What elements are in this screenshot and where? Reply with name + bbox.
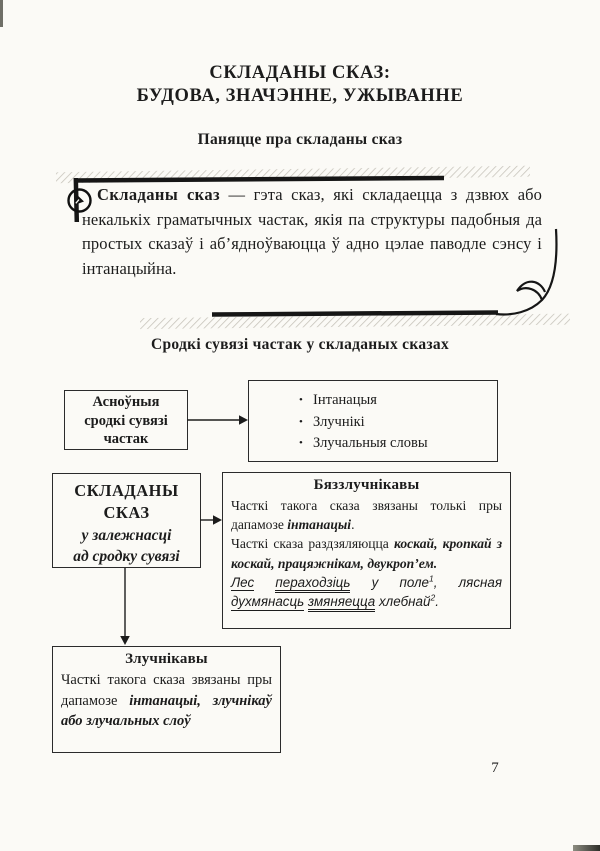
example-predicate1: пераходзіць (275, 575, 350, 593)
asyndetic-paragraph1 (231, 496, 502, 534)
page-title-line2: БУДОВА, ЗНАЧЭННЕ, УЖЫВАННЕ (136, 85, 464, 106)
page-number: 7 (491, 760, 499, 776)
page-title-line1: СКЛАДАНЫ СКАЗ: (209, 63, 391, 83)
asyndetic-box (222, 472, 511, 629)
example-text: хлебнай (378, 594, 431, 610)
definition-text (82, 183, 542, 281)
arrow-down-icon (117, 568, 133, 646)
connectors-source-line3: частак (103, 431, 149, 447)
list-item: • Інтанацыя (313, 390, 497, 412)
connectors-items-box (248, 380, 498, 462)
list-item: • Злучальныя словы (313, 433, 497, 455)
example-predicate2: змяняецца (308, 594, 375, 612)
connectors-source-line1: Асноўныя (92, 394, 160, 410)
example-superscript2: 2 (430, 592, 436, 603)
root-title-line2: СКАЗ (103, 502, 150, 522)
example-text: у поле (371, 574, 429, 590)
scan-artifact-top-left (0, 0, 3, 27)
conjunction-emphasis: інтанацыі, злучнікаў або злучальных слоў (61, 692, 272, 729)
asyndetic-paragraph2 (231, 534, 502, 572)
asyndetic-heading: Бяззлучнікавы (313, 477, 420, 493)
example-superscript1: 1 (428, 573, 434, 584)
conjunction-heading: Злучнікавы (125, 651, 208, 667)
definition-body: — гэта сказ, які складаецца з дзвюх або некалькіх граматычных частак, якія па структуры падобныя да простых сказаў і аб’ядноўваюцца ў адно цэлае паводле сэнсу і інтанацыйна. (82, 185, 543, 278)
arrow-right-icon (200, 512, 223, 528)
section1-heading: Паняцце пра складаны сказ (197, 131, 403, 148)
example-text: , лясная (433, 574, 502, 590)
example-subject1: Лес (231, 574, 255, 590)
connectors-source-line2: сродкі сувязі (84, 412, 168, 429)
root-subtitle-line2: ад сродку сувязі (73, 548, 180, 565)
asyndetic-p1-text: Часткі такога сказа звязаны толькі пры дапамозе (231, 498, 502, 533)
list-item: • Злучнікі (313, 412, 497, 434)
types-root-box (52, 473, 201, 568)
asyndetic-p1-period: . (351, 517, 355, 533)
connectors-source-box (64, 390, 188, 450)
root-subtitle-line1: у залежнасці (81, 527, 172, 544)
conjunction-paragraph (61, 670, 272, 732)
example-period: . (435, 594, 439, 610)
connectors-list (249, 381, 497, 455)
arrow-right-icon (187, 412, 249, 428)
asyndetic-p2-text: Часткі сказа раздзяляюцца (231, 536, 394, 552)
asyndetic-p1-emphasis: інтанацыі (287, 517, 352, 533)
page-title (0, 62, 600, 107)
example-sentence (231, 573, 502, 612)
conjunction-text: Часткі такога сказа звязаны пры дапамозе (61, 672, 272, 709)
section2-heading: Сродкі сувязі частак у складаных сказах (150, 336, 450, 353)
conjunction-box (52, 646, 281, 753)
definition-term: Складаны сказ (97, 185, 221, 204)
root-title-line1: СКЛАДАНЫ (74, 481, 179, 500)
example-subject2: духмянасць (231, 594, 305, 610)
scan-artifact-bottom-right (573, 845, 600, 851)
root-subtitle (53, 525, 200, 567)
asyndetic-p2-emphasis: коскай, кропкай з коскай, працяжнікам, двукроп’ем. (231, 536, 502, 571)
